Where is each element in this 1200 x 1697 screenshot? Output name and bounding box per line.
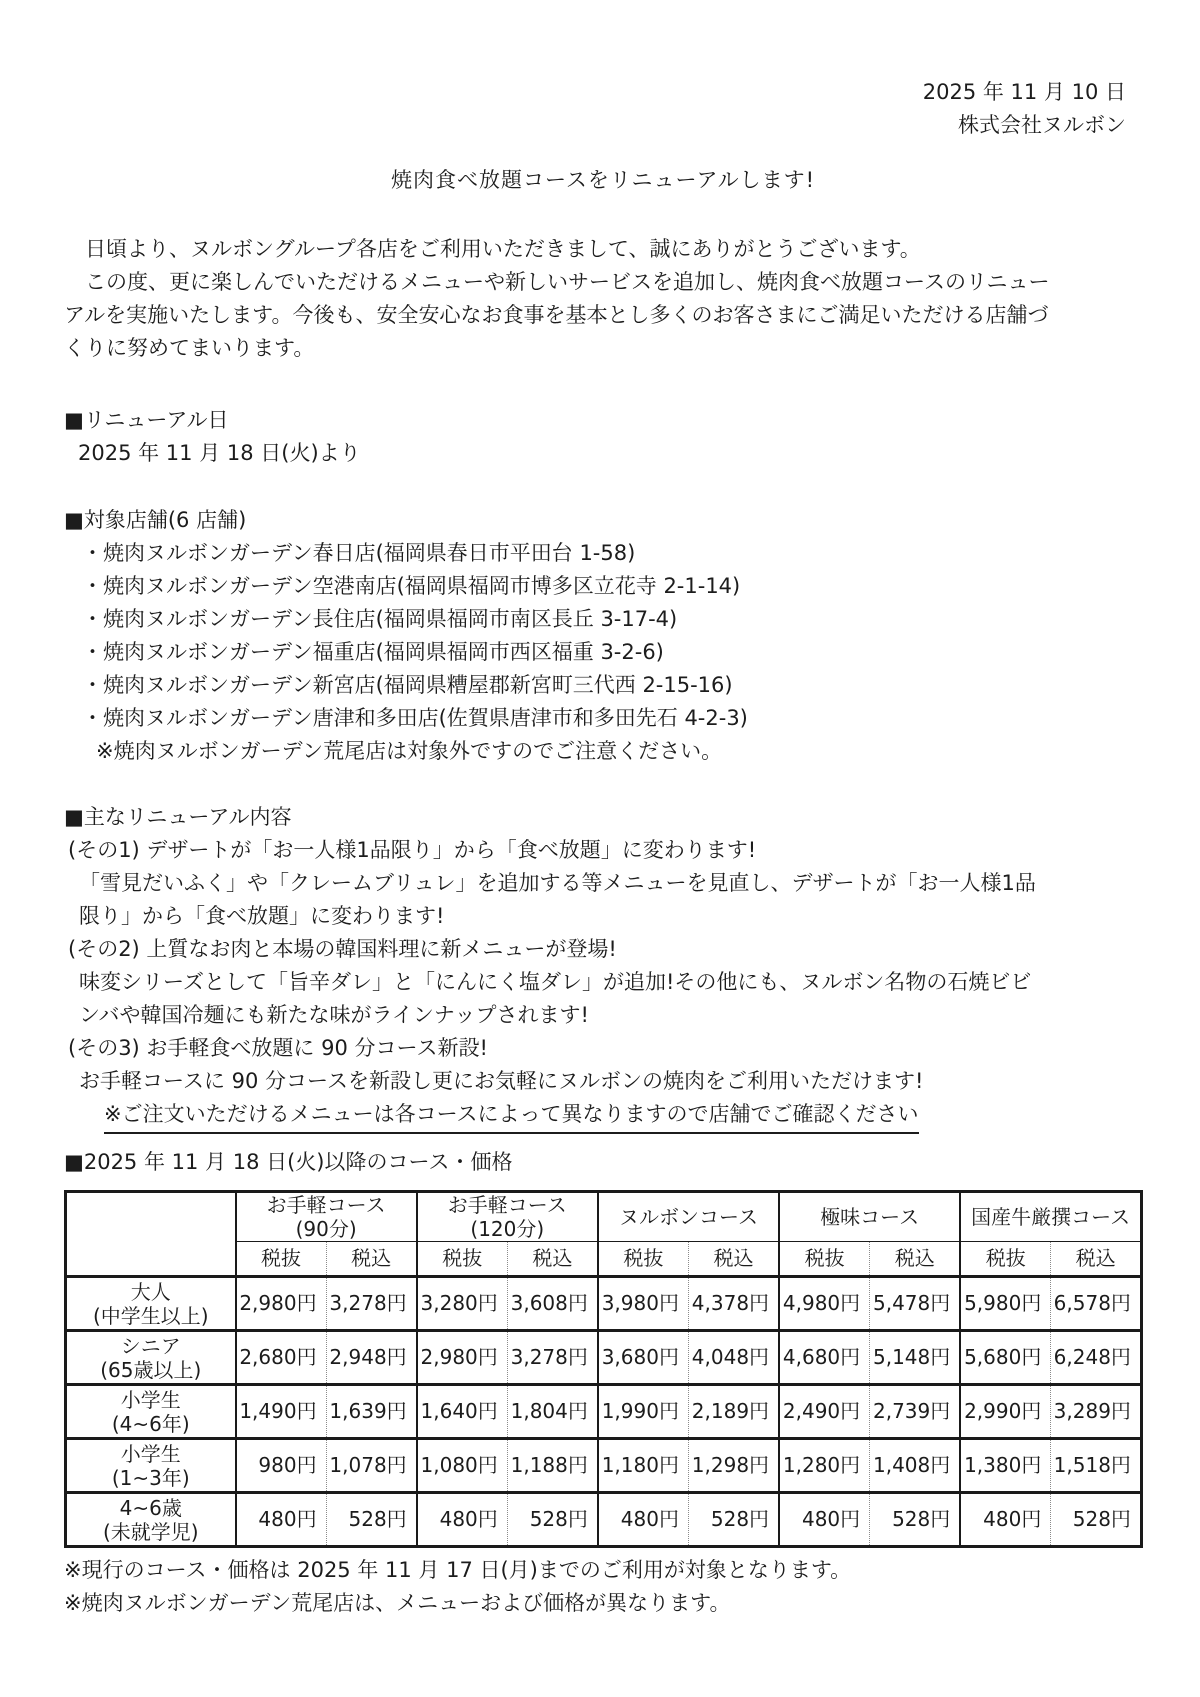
renewal-item-title: (その1) デザートが「お一人様1品限り」から「食べ放題」に変わります! (68, 838, 757, 862)
price-cell: 2,948円 (326, 1331, 417, 1385)
tax-header: 税抜 (236, 1242, 327, 1277)
price-cell: 2,990円 (960, 1385, 1051, 1439)
price-cell: 528円 (1051, 1493, 1142, 1547)
store-item: ・焼肉ヌルボンガーデン空港南店(福岡県福岡市博多区立花寺 2-1-14) (82, 574, 741, 598)
price-row (66, 1331, 1142, 1385)
section-heading: ■リニューアル日 (64, 408, 229, 432)
course-name: お手軽コース (266, 1193, 386, 1217)
course-duration: (90分) (295, 1217, 357, 1241)
price-cell: 528円 (870, 1493, 961, 1547)
price-cell: 2,980円 (417, 1331, 508, 1385)
price-cell: 1,804円 (507, 1385, 598, 1439)
price-row (66, 1385, 1142, 1439)
price-cell: 5,980円 (960, 1277, 1051, 1331)
price-cell: 2,739円 (870, 1385, 961, 1439)
price-cell: 1,180円 (598, 1439, 689, 1493)
section-heading: ■主なリニューアル内容 (64, 805, 292, 829)
store-item: ・焼肉ヌルボンガーデン新宮店(福岡県糟屋郡新宮町三代西 2-15-16) (82, 673, 733, 697)
renewal-item-line: ンバや韓国冷麺にも新たな味がラインナップされます! (79, 1003, 589, 1027)
price-cell: 5,680円 (960, 1331, 1051, 1385)
price-cell: 1,408円 (870, 1439, 961, 1493)
price-cell: 1,280円 (779, 1439, 870, 1493)
price-cell: 5,148円 (870, 1331, 961, 1385)
price-cell: 1,518円 (1051, 1439, 1142, 1493)
price-cell: 3,680円 (598, 1331, 689, 1385)
renewal-date-value: 2025 年 11 月 18 日(火)より (78, 441, 361, 465)
store-item: ・焼肉ヌルボンガーデン春日店(福岡県春日市平田台 1-58) (82, 541, 636, 565)
price-cell: 2,680円 (236, 1331, 327, 1385)
intro-paragraph (64, 233, 1142, 365)
store-list (64, 537, 1142, 735)
tax-header: 税込 (326, 1242, 417, 1277)
tax-header: 税込 (688, 1242, 779, 1277)
price-cell: 2,490円 (779, 1385, 870, 1439)
intro-line: アルを実施いたします。今後も、安全安心なお食事を基本とし多くのお客さまにご満足いただける店舗づ (64, 303, 1049, 327)
price-cell: 480円 (960, 1493, 1051, 1547)
price-cell: 480円 (779, 1493, 870, 1547)
price-cell: 6,248円 (1051, 1331, 1142, 1385)
price-footnotes (64, 1554, 1142, 1620)
renewal-item-body (64, 1065, 1142, 1098)
renewal-item-list (64, 834, 1142, 1098)
price-cell: 480円 (598, 1493, 689, 1547)
price-cell: 480円 (417, 1493, 508, 1547)
tax-header: 税抜 (598, 1242, 689, 1277)
price-row-label (66, 1493, 236, 1547)
price-cell: 4,980円 (779, 1277, 870, 1331)
price-cell: 5,478円 (870, 1277, 961, 1331)
store-item: ・焼肉ヌルボンガーデン唐津和多田店(佐賀県唐津市和多田先石 4-2-3) (82, 706, 748, 730)
course-header (236, 1192, 417, 1242)
course-header (598, 1192, 779, 1242)
price-cell: 4,378円 (688, 1277, 779, 1331)
price-cell: 528円 (507, 1493, 598, 1547)
row-label-sub: (65歳以上) (100, 1357, 202, 1382)
row-label-sub: (中学生以上) (92, 1303, 209, 1328)
price-cell: 3,608円 (507, 1277, 598, 1331)
price-cell: 4,680円 (779, 1331, 870, 1385)
section-renewal-date (64, 404, 1142, 470)
row-label-main: 小学生 (120, 1441, 181, 1466)
tax-header: 税抜 (960, 1242, 1051, 1277)
price-row-label (66, 1439, 236, 1493)
price-cell: 3,980円 (598, 1277, 689, 1331)
price-cell: 1,639円 (326, 1385, 417, 1439)
price-cell: 1,380円 (960, 1439, 1051, 1493)
course-name: 極味コース (820, 1205, 920, 1229)
course-name: ヌルボンコース (618, 1205, 758, 1229)
store-note: ※焼肉ヌルボンガーデン荒尾店は対象外ですのでご注意ください。 (96, 739, 723, 763)
price-row (66, 1493, 1142, 1547)
tax-header: 税抜 (417, 1242, 508, 1277)
price-cell: 4,048円 (688, 1331, 779, 1385)
price-footnote: ※現行のコース・価格は 2025 年 11 月 17 日(月)までのご利用が対象となります。 (64, 1558, 852, 1582)
renewal-item-line: 限り」から「食べ放題」に変わります! (79, 904, 445, 928)
renewal-item-line: 味変シリーズとして「旨辛ダレ」と「にんにく塩ダレ」が追加!その他にも、ヌルボン名物の石焼ビビ (79, 970, 1032, 994)
tax-header: 税込 (870, 1242, 961, 1277)
store-item: ・焼肉ヌルボンガーデン福重店(福岡県福岡市西区福重 3-2-6) (82, 640, 664, 664)
course-name: 国産牛厳撰コース (971, 1205, 1131, 1229)
row-label-main: 4~6歳 (119, 1495, 182, 1520)
price-row (66, 1439, 1142, 1493)
section-pricing (64, 1146, 1142, 1620)
price-cell: 3,278円 (326, 1277, 417, 1331)
price-cell: 528円 (688, 1493, 779, 1547)
section-target-stores (64, 504, 1142, 768)
price-cell: 1,080円 (417, 1439, 508, 1493)
price-cell: 1,640円 (417, 1385, 508, 1439)
course-header (960, 1192, 1141, 1242)
renewal-item-title: (その3) お手軽食べ放題に 90 分コース新設! (68, 1036, 488, 1060)
price-cell: 1,078円 (326, 1439, 417, 1493)
course-name: お手軽コース (447, 1193, 567, 1217)
store-item: ・焼肉ヌルボンガーデン長住店(福岡県福岡市南区長丘 3-17-4) (82, 607, 678, 631)
price-row (66, 1277, 1142, 1331)
price-cell: 1,490円 (236, 1385, 327, 1439)
intro-line: この度、更に楽しんでいただけるメニューや新しいサービスを追加し、焼肉食べ放題コースのリニュー (64, 270, 1050, 294)
price-cell: 3,278円 (507, 1331, 598, 1385)
menu-note-text: ※ご注文いただけるメニューは各コースによって異なりますので店舗でご確認ください (104, 1098, 919, 1134)
intro-line: くりに努めてまいります。 (64, 336, 315, 360)
price-cell: 980円 (236, 1439, 327, 1493)
price-cell: 2,980円 (236, 1277, 327, 1331)
renewal-item-body (64, 867, 1142, 933)
section-renewal-content (64, 801, 1142, 1134)
course-header (417, 1192, 598, 1242)
row-label-sub: (1~3年) (111, 1465, 190, 1490)
course-header-row (66, 1192, 1142, 1242)
row-label-main: シニア (120, 1333, 181, 1358)
price-table (64, 1190, 1143, 1548)
table-corner-cell (66, 1192, 236, 1277)
tax-header: 税込 (1051, 1242, 1142, 1277)
renewal-item-line: お手軽コースに 90 分コースを新設し更にお気軽にヌルボンの焼肉をご利用いただけます! (79, 1069, 924, 1093)
tax-header: 税抜 (779, 1242, 870, 1277)
price-cell: 1,990円 (598, 1385, 689, 1439)
document-header (64, 76, 1142, 142)
renewal-item-line: 「雪見だいふく」や「クレームブリュレ」を追加する等メニューを見直し、デザートが「お一人様1品 (79, 871, 1036, 895)
company-name: 株式会社ヌルボン (958, 113, 1126, 137)
price-row-label (66, 1277, 236, 1331)
price-cell: 3,280円 (417, 1277, 508, 1331)
price-cell: 2,189円 (688, 1385, 779, 1439)
row-label-main: 小学生 (120, 1387, 181, 1412)
course-header (779, 1192, 960, 1242)
renewal-item-title: (その2) 上質なお肉と本場の韓国料理に新メニューが登場! (68, 937, 617, 961)
price-cell: 480円 (236, 1493, 327, 1547)
section-heading: ■対象店舗(6 店舗) (64, 508, 247, 532)
document-date: 2025 年 11 月 10 日 (922, 80, 1126, 104)
price-table-body (66, 1277, 1142, 1547)
price-cell: 1,188円 (507, 1439, 598, 1493)
menu-note (104, 1098, 1142, 1134)
section-heading: ■2025 年 11 月 18 日(火)以降のコース・価格 (64, 1150, 513, 1174)
row-label-sub: (4~6年) (111, 1411, 190, 1436)
price-cell: 1,298円 (688, 1439, 779, 1493)
document-title: 焼肉食べ放題コースをリニューアルします! (390, 168, 816, 192)
intro-line: 日頃より、ヌルボングループ各店をご利用いただきまして、誠にありがとうございます。 (64, 237, 921, 261)
price-footnote: ※焼肉ヌルボンガーデン荒尾店は、メニューおよび価格が異なります。 (64, 1591, 731, 1615)
price-row-label (66, 1385, 236, 1439)
price-cell: 6,578円 (1051, 1277, 1142, 1331)
price-row-label (66, 1331, 236, 1385)
price-cell: 3,289円 (1051, 1385, 1142, 1439)
renewal-item-body (64, 966, 1142, 1032)
row-label-main: 大人 (130, 1279, 171, 1304)
price-cell: 528円 (326, 1493, 417, 1547)
row-label-sub: (未就学児) (102, 1519, 199, 1544)
tax-header: 税込 (507, 1242, 598, 1277)
course-duration: (120分) (470, 1217, 545, 1241)
